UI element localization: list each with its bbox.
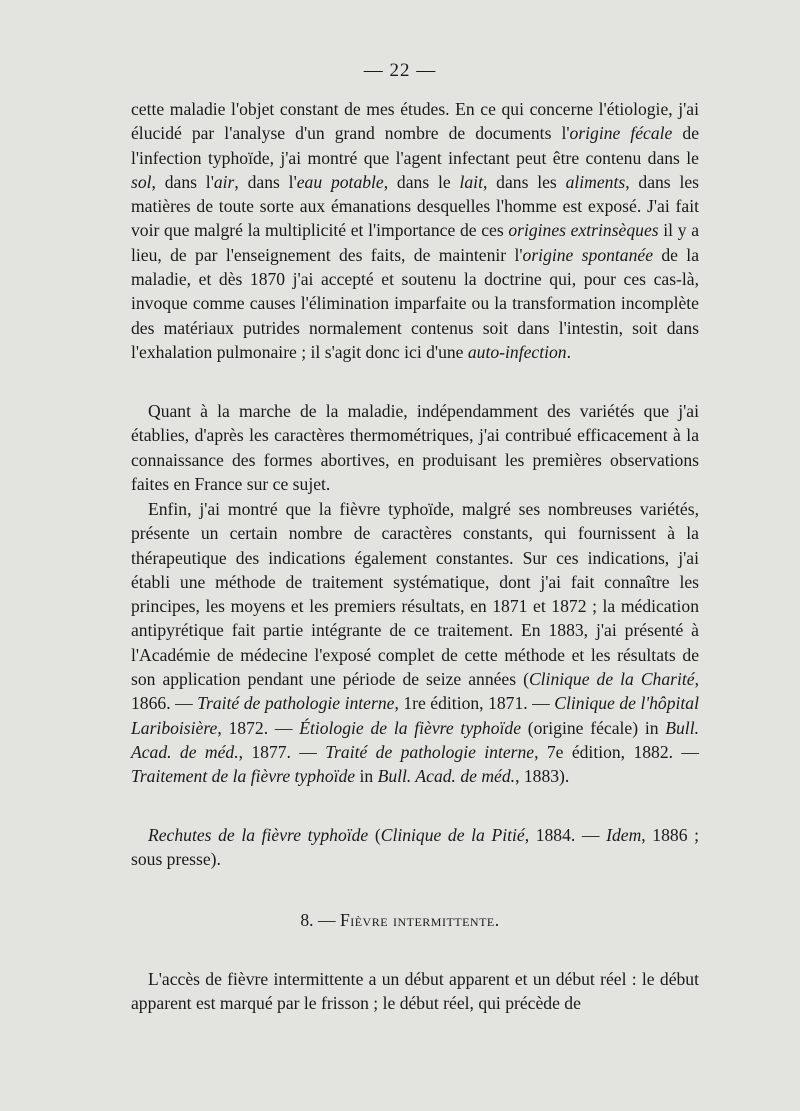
italic-run: aliments [565, 171, 626, 192]
section-number: 8. — [300, 910, 336, 930]
italic-run: Traitement de la fièvre typhoïde [131, 766, 356, 787]
section-heading [0, 908, 800, 932]
text-run: , 1884. — [524, 825, 607, 845]
paragraph-disease-course [131, 399, 699, 496]
text-run: , 1re édition, 1871. — [394, 693, 555, 714]
italic-run: Bull. Acad. de méd. [377, 766, 516, 787]
italic-run: air [213, 171, 235, 192]
text-run: , 1866. — [131, 669, 699, 714]
italic-run: sol [131, 171, 152, 192]
italic-run: auto-infection [467, 341, 567, 362]
paragraph-text [131, 823, 699, 872]
paragraph-text [131, 399, 699, 496]
italic-run: Bull. Acad. de méd. [131, 717, 699, 762]
italic-run: Clinique de l'hôpital Lariboisière [131, 693, 699, 738]
text-run: , 1877. — [238, 741, 326, 762]
paragraph-intermittent-fever [131, 967, 699, 1016]
text-run: de l'infection typhoïde, j'ai montré que l'agent infectant peut être contenu dans le [131, 123, 700, 168]
page-number: — 22 — [363, 60, 437, 81]
paragraph-etiology [131, 97, 699, 364]
text-run: Enfin, j'ai montré que la fièvre typhoïde, malgré ses nombreuses variétés, présente un certain nombre de caractères constants, qui fournissent à la thérapeutique des indications également constantes. Sur ces indications, j'ai établi une méthode de traitement systématique, dont j'ai fait connaître les principes, les moyens et les premiers résultats, en 1871 et 1872 ; la médication antipyrétique fait partie intégrante de ce traitement. En 1883, j'ai présenté à l'Académie de médecine l'exposé complet de cette méthode et les résultats de son application pendant une période de seize années ( [131, 499, 699, 690]
text-run: , dans l' [234, 171, 297, 192]
text-run: , 7e édition, 1882. — [534, 741, 699, 762]
text-run: il y a lieu, de par l'enseignement des faits, de maintenir l' [131, 220, 699, 265]
paragraph-text [131, 967, 699, 1016]
text-run: cette maladie l'objet constant de mes études. En ce qui concerne l'étiologie, j'ai élucidé par l'analyse d'un grand nombre de documents l' [131, 99, 699, 144]
italic-run: origine spontanée [522, 244, 654, 265]
text-run: , dans les matières de toute sorte aux émanations desquelles l'homme est exposé. J'ai fait voir que malgré la multiplicité et l'importance de ces [131, 171, 700, 241]
paragraph-text [131, 97, 699, 364]
paragraph-treatment [131, 497, 699, 789]
paragraph-text [131, 497, 699, 789]
italic-run: Clinique de la Pitié [380, 825, 525, 845]
text-run: Quant à la marche de la maladie, indépendamment des variétés que j'ai établies, d'après les caractères thermométriques, j'ai contribué efficacement à la connaissance des formes abortives, en produisant les premières observations faites en France sur ce sujet. [131, 401, 699, 494]
italic-run: origines extrinsèques [508, 220, 659, 241]
text-run: in [355, 766, 378, 787]
text-run: , 1886 ; sous presse). [131, 825, 700, 870]
italic-run: lait [459, 171, 483, 192]
italic-run: origine fécale [569, 123, 673, 144]
text-run: , 1872. — [217, 717, 300, 738]
italic-run: eau potable [296, 171, 384, 192]
italic-run: Rechutes de la fièvre typhoïde [148, 825, 369, 845]
text-run: , dans le [383, 171, 460, 192]
italic-run: Idem [606, 825, 642, 845]
text-run: , 1883). [515, 766, 570, 787]
italic-run: Traité de pathologie interne [197, 693, 395, 714]
italic-run: Traité de pathologie interne [325, 741, 535, 762]
italic-run: Étiologie de la fièvre typhoïde [299, 717, 522, 738]
text-run: , dans les [482, 171, 566, 192]
paragraph-relapses [131, 823, 699, 872]
text-run: , dans l' [151, 171, 214, 192]
text-run: . [566, 341, 571, 362]
italic-run: Clinique de la Charité [528, 669, 695, 690]
text-run: (origine fécale) in [521, 717, 666, 738]
section-title: Fièvre intermittente. [339, 910, 500, 930]
text-run: ( [368, 825, 381, 845]
text-run: L'accès de fièvre intermittente a un début apparent et un début réel : le début apparent est marqué par le frisson ; le début réel, qui précède de [131, 969, 699, 1014]
text-run: de la maladie, et dès 1870 j'ai accepté et soutenu la doctrine qui, pour ces cas-là, invoque comme causes l'élimination imparfaite ou la transformation incomplète des matériaux putrides normalement contenus soit dans l'intestin, soit dans l'exhalation pulmonaire ; il s'agit donc ici d'une [131, 244, 699, 362]
